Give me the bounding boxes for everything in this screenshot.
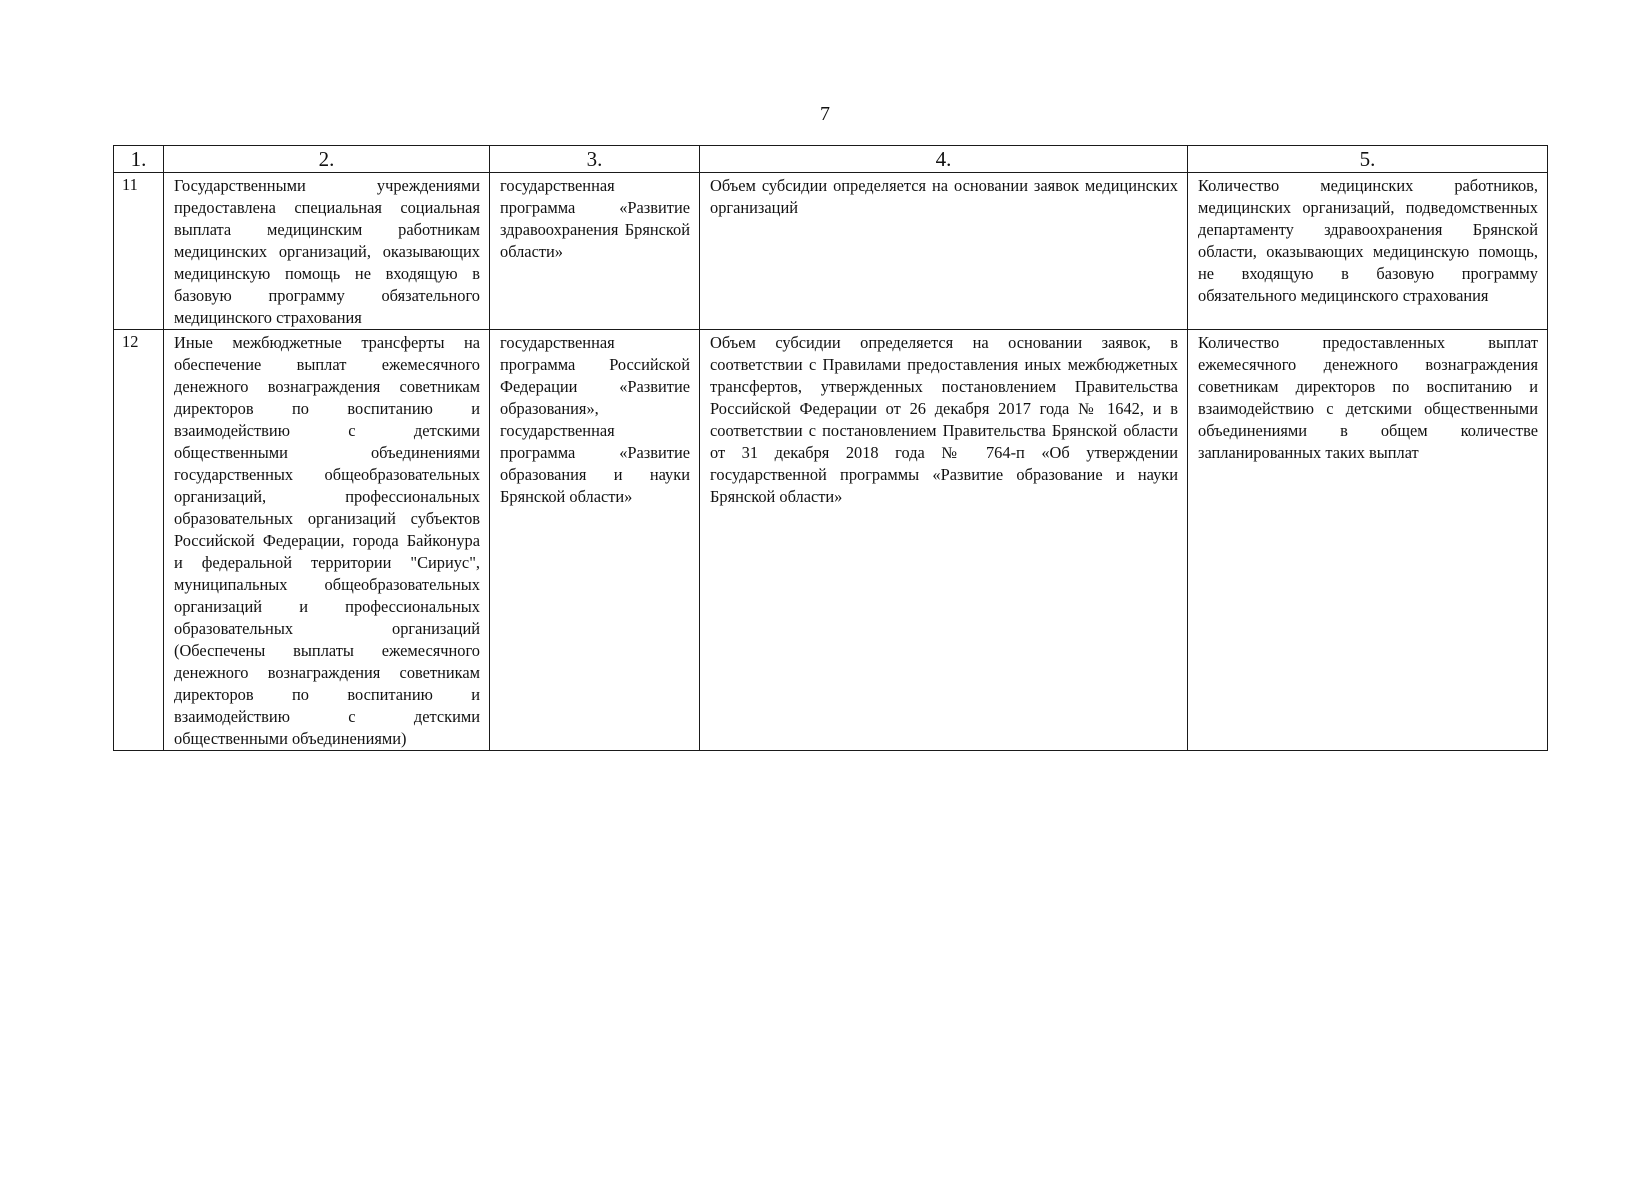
data-table	[113, 145, 1548, 751]
column-header-4: 4.	[700, 146, 1188, 173]
table-header-row	[114, 146, 1548, 173]
table-row	[114, 173, 1548, 330]
row-number-cell: 12	[114, 330, 164, 751]
column-header-2: 2.	[164, 146, 490, 173]
program-cell: государственная программа «Развитие здравоохранения Брянской области»	[490, 173, 700, 330]
event-description-cell: Иные межбюджетные трансферты на обеспечение выплат ежемесячного денежного вознаграждения советникам директоров по воспитанию и взаимодействию с детскими общественными объединениями государственных общеобразовательных организаций, профессиональных образовательных организаций субъектов Российской Федерации, города Байконура и федеральной территории "Сириус", муниципальных общеобразовательных организаций и профессиональных образовательных организаций (Обеспечены выплаты ежемесячного денежного вознаграждения советникам директоров по воспитанию и взаимодействию с детскими общественными объединениями)	[164, 330, 490, 751]
row-number-cell: 11	[114, 173, 164, 330]
subsidy-volume-cell: Объем субсидии определяется на основании заявок, в соответствии с Правилами предоставления иных межбюджетных трансфертов, утвержденных постановлением Правительства Российской Федерации от 26 декабря 2017 года № 1642, и в соответствии с постановлением Правительства Брянской области от 31 декабря 2018 года № 764-п «Об утверждении государственной программы «Развитие образование и науки Брянской области»	[700, 330, 1188, 751]
column-header-3: 3.	[490, 146, 700, 173]
indicator-cell: Количество предоставленных выплат ежемесячного денежного вознаграждения советникам директоров по воспитанию и взаимодействию с детскими общественными объединениями в общем количестве запланированных таких выплат	[1188, 330, 1548, 751]
table-row	[114, 330, 1548, 751]
column-header-1: 1.	[114, 146, 164, 173]
subsidy-volume-cell: Объем субсидии определяется на основании заявок медицинских организаций	[700, 173, 1188, 330]
indicator-cell: Количество медицинских работников, медицинских организаций, подведомственных департаменту здравоохранения Брянской области, оказывающих медицинскую помощь, не входящую в базовую программу обязательного медицинского страхования	[1188, 173, 1548, 330]
column-header-5: 5.	[1188, 146, 1548, 173]
program-cell: государственная программа Российской Федерации «Развитие образования», государственная программа «Развитие образования и науки Брянской области»	[490, 330, 700, 751]
page-number: 7	[820, 103, 830, 125]
event-description-cell: Государственными учреждениями предоставлена специальная социальная выплата медицинским работникам медицинских организаций, оказывающих медицинскую помощь не входящую в базовую программу обязательного медицинского страхования	[164, 173, 490, 330]
